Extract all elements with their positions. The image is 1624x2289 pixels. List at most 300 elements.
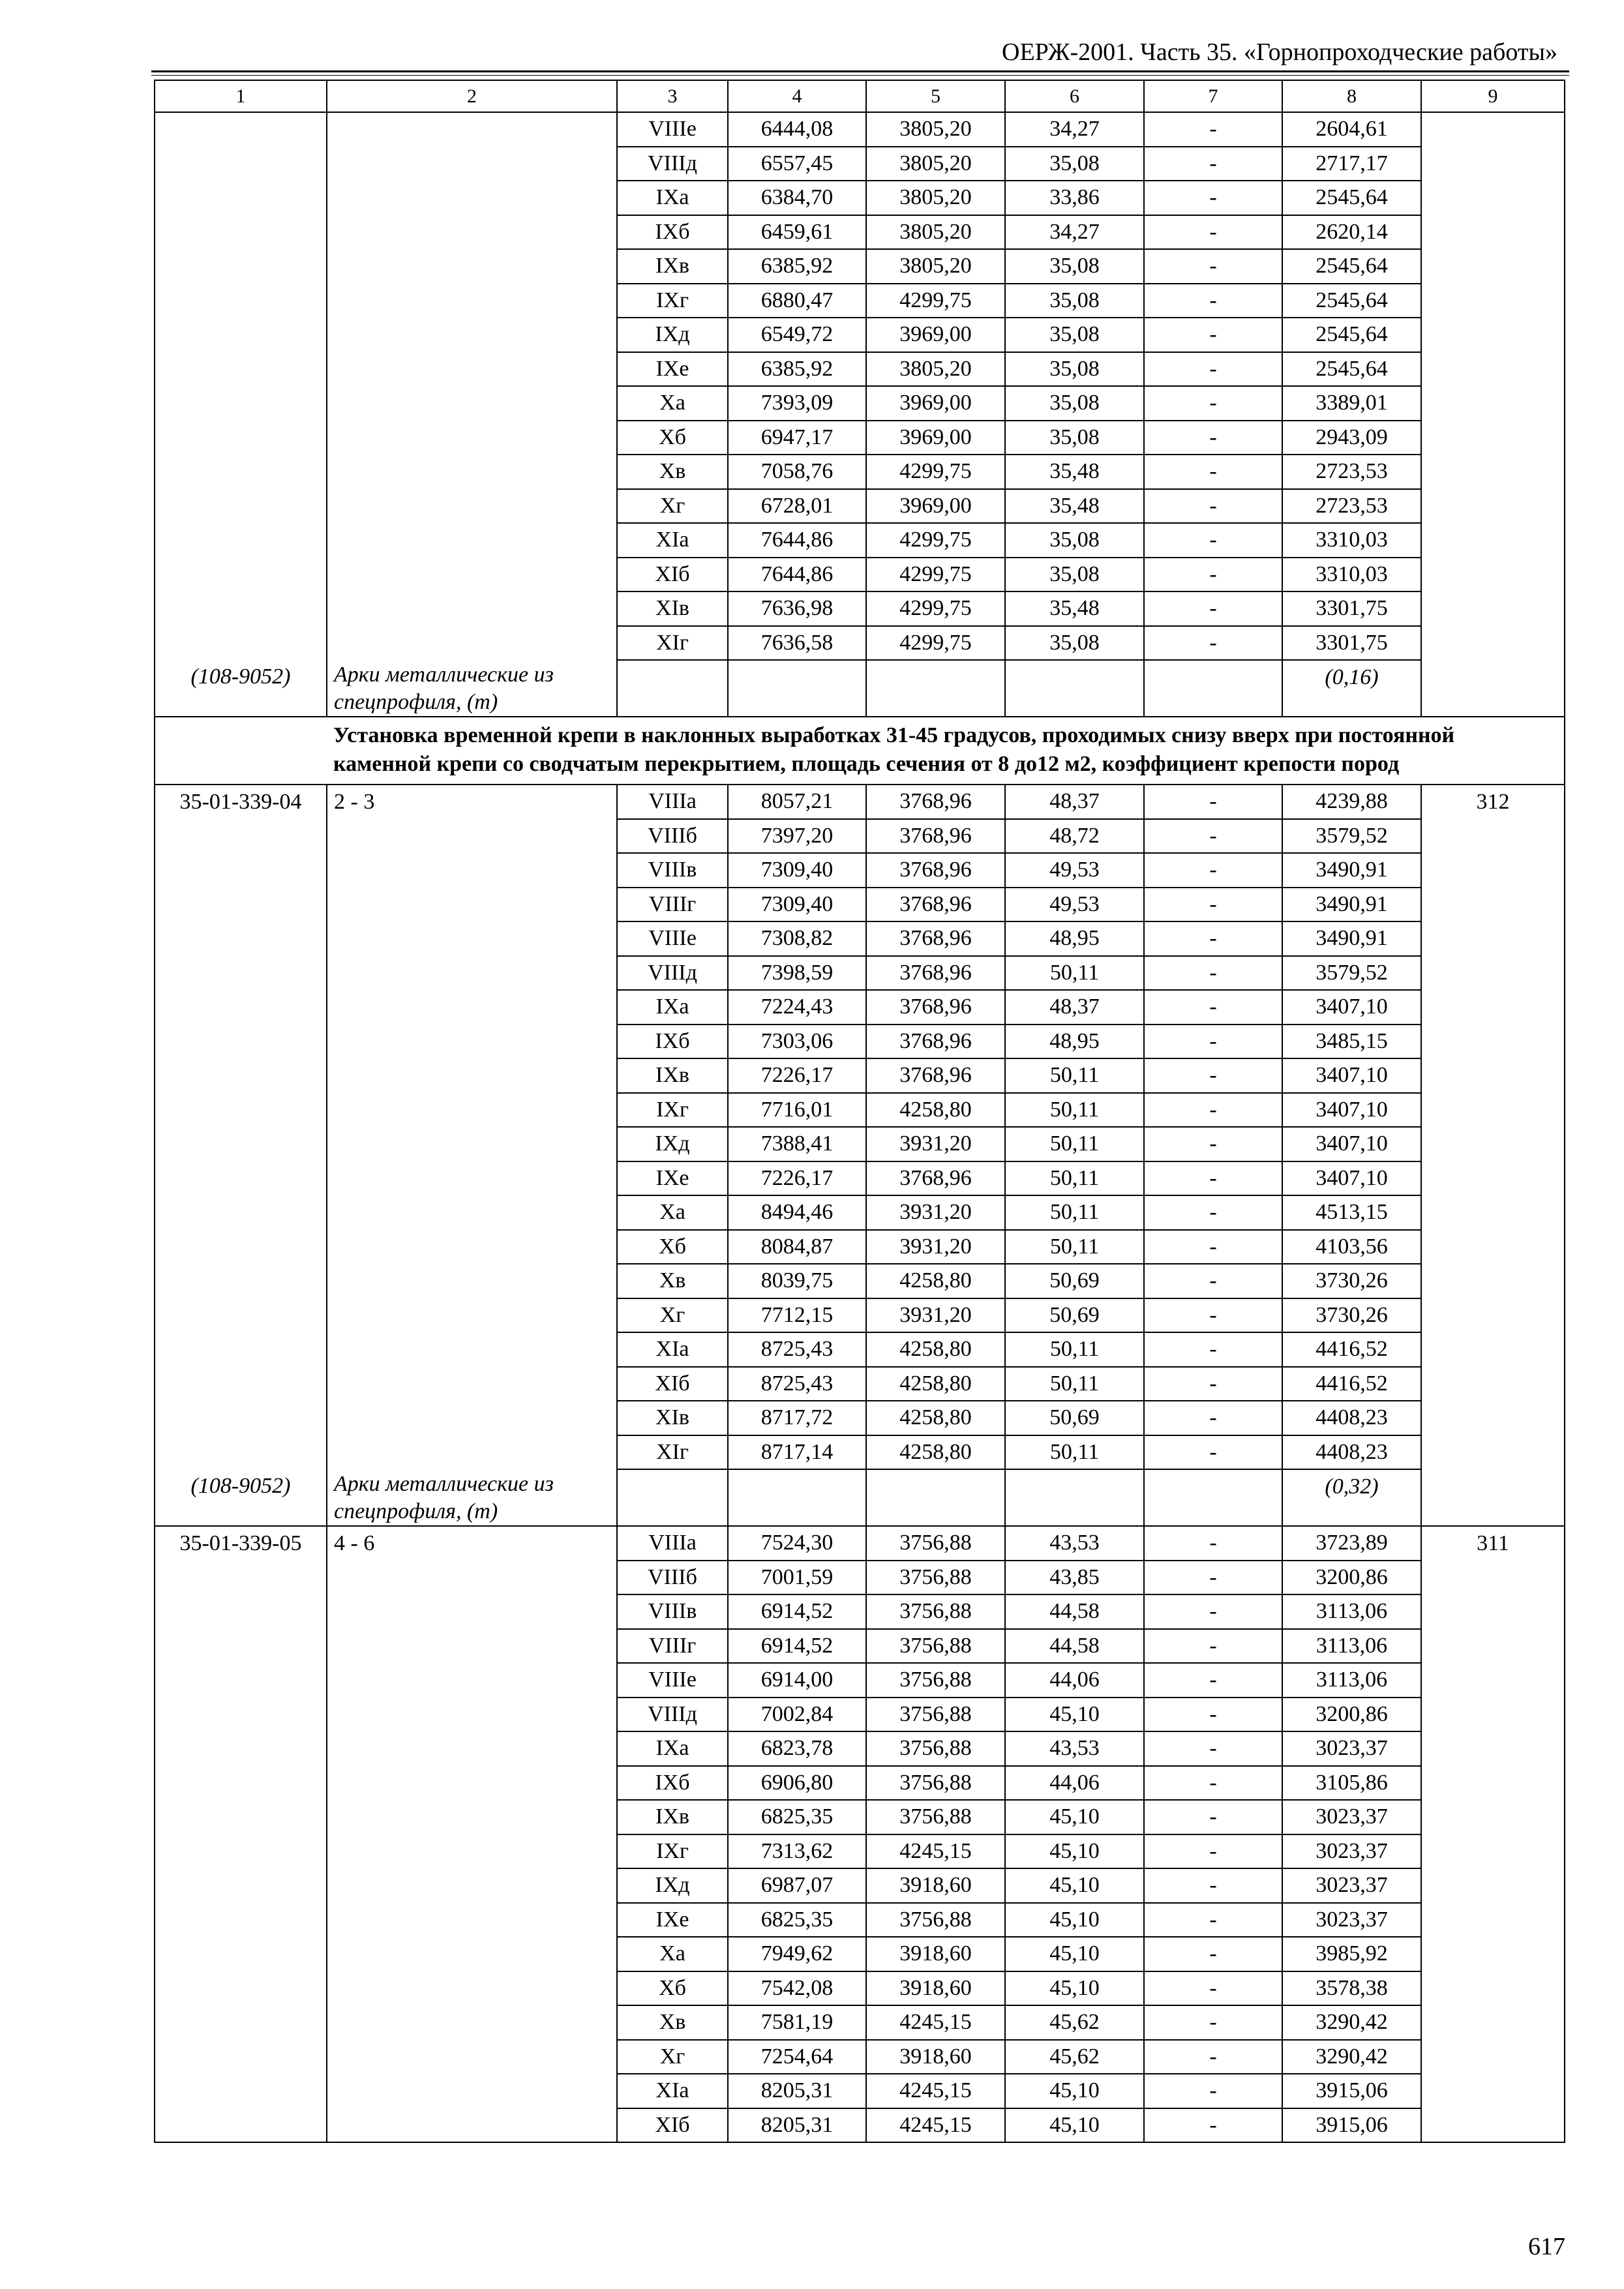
resource-code-cell: (108-9052): [155, 660, 327, 717]
resource-category-cell: VIIIа: [617, 785, 728, 819]
wages-cell: 3768,96: [866, 853, 1005, 888]
machines-cell: 43,53: [1005, 1526, 1144, 1561]
code-cell: [155, 1903, 327, 1937]
wages-cell: 4299,75: [866, 591, 1005, 626]
total-cost-cell: 7644,86: [728, 523, 866, 558]
operator-wages-cell: -: [1144, 1367, 1282, 1401]
machines-cell: 48,95: [1005, 1025, 1144, 1059]
materials-cell: 3113,06: [1282, 1663, 1421, 1698]
hardness-cell: [327, 558, 617, 592]
code-cell: [155, 215, 327, 250]
resource-category-cell: VIIIд: [617, 1698, 728, 1732]
code-cell: [155, 489, 327, 524]
page-ref-cell: [1421, 1868, 1565, 1903]
materials-cell: 2723,53: [1282, 489, 1421, 524]
machines-cell: 35,48: [1005, 591, 1144, 626]
resource-category-cell: XIб: [617, 558, 728, 592]
resource-category-cell: Xв: [617, 2005, 728, 2040]
resource-category-cell: IXа: [617, 990, 728, 1025]
materials-cell: 3023,37: [1282, 1800, 1421, 1834]
materials-cell: 3113,06: [1282, 1594, 1421, 1629]
materials-cell: 4408,23: [1282, 1401, 1421, 1435]
resource-category-cell: VIIIв: [617, 1594, 728, 1629]
page-ref-cell: [1421, 819, 1565, 854]
machines-cell: 35,08: [1005, 558, 1144, 592]
page-ref-cell: [1421, 1298, 1565, 1333]
operator-wages-cell: -: [1144, 147, 1282, 181]
table-row: [155, 1937, 1565, 1971]
total-cost-cell: 8494,46: [728, 1195, 866, 1230]
hardness-cell: [327, 1937, 617, 1971]
materials-cell: 4416,52: [1282, 1332, 1421, 1367]
hardness-cell: [327, 489, 617, 524]
resource-category-cell: VIIIб: [617, 1561, 728, 1595]
materials-cell: 3730,26: [1282, 1264, 1421, 1298]
page-ref-cell: [1421, 284, 1565, 318]
materials-cell: 3485,15: [1282, 1025, 1421, 1059]
page-ref-cell: [1421, 215, 1565, 250]
operator-wages-cell: -: [1144, 1731, 1282, 1766]
total-cost-cell: 7309,40: [728, 853, 866, 888]
materials-cell: 4513,15: [1282, 1195, 1421, 1230]
total-cost-cell: 7636,58: [728, 626, 866, 661]
code-cell: [155, 1868, 327, 1903]
machines-cell: 35,08: [1005, 626, 1144, 661]
code-cell: [155, 2005, 327, 2040]
page-ref-cell: [1421, 1698, 1565, 1732]
materials-cell: 4416,52: [1282, 1367, 1421, 1401]
operator-wages-cell: -: [1144, 386, 1282, 421]
operator-wages-cell: -: [1144, 1766, 1282, 1801]
code-cell: [155, 819, 327, 854]
hardness-cell: 2 - 3: [327, 785, 617, 819]
page-ref-cell: [1421, 2074, 1565, 2108]
page-ref-cell: [1421, 853, 1565, 888]
wages-cell: 3805,20: [866, 112, 1005, 147]
wages-cell: 4258,80: [866, 1264, 1005, 1298]
materials-cell: 3023,37: [1282, 1868, 1421, 1903]
total-cost-cell: [728, 660, 866, 717]
code-cell: [155, 1834, 327, 1869]
materials-cell: 3290,42: [1282, 2005, 1421, 2040]
operator-wages-cell: -: [1144, 1594, 1282, 1629]
wages-cell: 3931,20: [866, 1195, 1005, 1230]
machines-cell: 45,62: [1005, 2005, 1144, 2040]
materials-cell: 3915,06: [1282, 2108, 1421, 2143]
hardness-cell: [327, 2108, 617, 2143]
machines-cell: 45,10: [1005, 1903, 1144, 1937]
materials-cell: 2545,64: [1282, 318, 1421, 352]
wages-cell: 3768,96: [866, 888, 1005, 922]
code-cell: [155, 1594, 327, 1629]
code-cell: [155, 284, 327, 318]
total-cost-cell: 8039,75: [728, 1264, 866, 1298]
resource-category-cell: Xг: [617, 489, 728, 524]
total-cost-cell: 6914,00: [728, 1663, 866, 1698]
code-cell: [155, 1230, 327, 1264]
machines-cell: 43,85: [1005, 1561, 1144, 1595]
wages-cell: 3805,20: [866, 181, 1005, 215]
page-ref-cell: [1421, 1937, 1565, 1971]
resource-category-cell: XIа: [617, 523, 728, 558]
resource-category-cell: VIIIе: [617, 112, 728, 147]
resource-category-cell: Xв: [617, 455, 728, 489]
table-row: [155, 1298, 1565, 1333]
total-cost-cell: 8717,14: [728, 1435, 866, 1470]
code-cell: [155, 1629, 327, 1664]
resource-category-cell: VIIIа: [617, 1526, 728, 1561]
operator-wages-cell: -: [1144, 626, 1282, 661]
hardness-cell: [327, 1868, 617, 1903]
table-row: [155, 1025, 1565, 1059]
code-cell: [155, 523, 327, 558]
rates-table: [154, 80, 1565, 2143]
resource-category-cell: Xа: [617, 386, 728, 421]
code-cell: [155, 249, 327, 284]
operator-wages-cell: -: [1144, 455, 1282, 489]
wages-cell: 3756,88: [866, 1526, 1005, 1561]
machines-cell: 49,53: [1005, 853, 1144, 888]
machines-cell: 33,86: [1005, 181, 1144, 215]
page-ref-cell: [1421, 888, 1565, 922]
resource-category-cell: Xб: [617, 1230, 728, 1264]
table-row: [155, 1332, 1565, 1367]
code-cell: [155, 181, 327, 215]
hardness-cell: [327, 318, 617, 352]
page-ref-cell: [1421, 1766, 1565, 1801]
machines-cell: 50,11: [1005, 1161, 1144, 1196]
machines-cell: 35,08: [1005, 147, 1144, 181]
total-cost-cell: 6825,35: [728, 1800, 866, 1834]
code-cell: [155, 1766, 327, 1801]
wages-cell: 4299,75: [866, 558, 1005, 592]
total-cost-cell: 7308,82: [728, 921, 866, 956]
code-cell: [155, 1025, 327, 1059]
table-row: [155, 1526, 1565, 1561]
total-cost-cell: 7313,62: [728, 1834, 866, 1869]
code-cell: [155, 1058, 327, 1093]
table-row: [155, 1367, 1565, 1401]
total-cost-cell: 7398,59: [728, 956, 866, 991]
table-row: [155, 1868, 1565, 1903]
hardness-cell: [327, 1161, 617, 1196]
table-row: [155, 2074, 1565, 2108]
materials-cell: 3407,10: [1282, 1161, 1421, 1196]
machines-cell: 44,58: [1005, 1594, 1144, 1629]
page-ref-cell: [1421, 626, 1565, 661]
hardness-cell: [327, 352, 617, 387]
machines-cell: 35,08: [1005, 421, 1144, 455]
operator-wages-cell: -: [1144, 1093, 1282, 1128]
page-ref-cell: [1421, 1367, 1565, 1401]
operator-wages-cell: -: [1144, 318, 1282, 352]
hardness-cell: [327, 956, 617, 991]
resource-category-cell: IXб: [617, 1025, 728, 1059]
page-ref-cell: [1421, 1731, 1565, 1766]
operator-wages-cell: -: [1144, 1435, 1282, 1470]
materials-cell: 2604,61: [1282, 112, 1421, 147]
machines-cell: 35,08: [1005, 249, 1144, 284]
materials-cell: 4239,88: [1282, 785, 1421, 819]
wages-cell: 3969,00: [866, 421, 1005, 455]
materials-cell: 4103,56: [1282, 1230, 1421, 1264]
table-row: [155, 888, 1565, 922]
operator-wages-cell: -: [1144, 1298, 1282, 1333]
materials-cell: 3290,42: [1282, 2040, 1421, 2074]
table-row: [155, 2040, 1565, 2074]
resource-category-cell: VIIIд: [617, 956, 728, 991]
hardness-cell: [327, 1561, 617, 1595]
code-cell: [155, 2040, 327, 2074]
page-ref-cell: [1421, 249, 1565, 284]
total-cost-cell: 7303,06: [728, 1025, 866, 1059]
resource-category-cell: [617, 660, 728, 717]
code-cell: [155, 921, 327, 956]
total-cost-cell: 7949,62: [728, 1937, 866, 1971]
hardness-cell: [327, 591, 617, 626]
operator-wages-cell: -: [1144, 2108, 1282, 2143]
total-cost-cell: 7636,98: [728, 591, 866, 626]
operator-wages-cell: -: [1144, 1800, 1282, 1834]
resource-code-cell: (108-9052): [155, 1469, 327, 1526]
materials-cell: 3490,91: [1282, 853, 1421, 888]
operator-wages-cell: -: [1144, 1332, 1282, 1367]
machines-cell: 45,10: [1005, 1937, 1144, 1971]
table-row: [155, 819, 1565, 854]
machines-cell: 48,37: [1005, 990, 1144, 1025]
page-ref-cell: [1421, 1629, 1565, 1664]
page-ref-cell: [1421, 660, 1565, 717]
code-cell: [155, 318, 327, 352]
total-cost-cell: 8717,72: [728, 1401, 866, 1435]
section-heading-row: [155, 717, 1565, 785]
column-number: 9: [1421, 80, 1565, 112]
resource-category-cell: IXг: [617, 1093, 728, 1128]
resource-category-cell: VIIIг: [617, 1629, 728, 1664]
machines-cell: 50,69: [1005, 1264, 1144, 1298]
materials-cell: 3301,75: [1282, 591, 1421, 626]
materials-cell: 3915,06: [1282, 2074, 1421, 2108]
operator-wages-cell: -: [1144, 1629, 1282, 1664]
page-ref-cell: [1421, 386, 1565, 421]
resource-row: [155, 660, 1565, 717]
resource-category-cell: IXе: [617, 1161, 728, 1196]
resource-category-cell: XIв: [617, 1401, 728, 1435]
total-cost-cell: 6825,35: [728, 1903, 866, 1937]
column-number-row: [155, 80, 1565, 112]
materials-cell: 3113,06: [1282, 1629, 1421, 1664]
machines-cell: 35,08: [1005, 284, 1144, 318]
wages-cell: 3805,20: [866, 249, 1005, 284]
hardness-cell: 4 - 6: [327, 1526, 617, 1561]
resource-category-cell: IXв: [617, 1058, 728, 1093]
machines-cell: 45,62: [1005, 2040, 1144, 2074]
resource-category-cell: IXе: [617, 352, 728, 387]
wages-cell: 3805,20: [866, 215, 1005, 250]
wages-cell: 3805,20: [866, 352, 1005, 387]
hardness-cell: [327, 1435, 617, 1470]
machines-cell: 49,53: [1005, 888, 1144, 922]
page-ref-cell: [1421, 956, 1565, 991]
wages-cell: 3931,20: [866, 1298, 1005, 1333]
header-rule-thin: [151, 75, 1569, 76]
machines-cell: 50,11: [1005, 1058, 1144, 1093]
resource-category-cell: Xг: [617, 1298, 728, 1333]
page-ref-cell: [1421, 1594, 1565, 1629]
table-row: [155, 1731, 1565, 1766]
column-number: 8: [1282, 80, 1421, 112]
resource-category-cell: XIг: [617, 1435, 728, 1470]
materials-cell: 3023,37: [1282, 1903, 1421, 1937]
machines-cell: 35,08: [1005, 318, 1144, 352]
resource-category-cell: IXа: [617, 1731, 728, 1766]
wages-cell: 3756,88: [866, 1766, 1005, 1801]
machines-cell: 45,10: [1005, 1698, 1144, 1732]
operator-wages-cell: -: [1144, 1561, 1282, 1595]
materials-cell: 3578,38: [1282, 1971, 1421, 2006]
wages-cell: 4245,15: [866, 1834, 1005, 1869]
materials-cell: 4408,23: [1282, 1435, 1421, 1470]
operator-wages-cell: [1144, 660, 1282, 717]
operator-wages-cell: -: [1144, 1663, 1282, 1698]
hardness-cell: [327, 853, 617, 888]
hardness-cell: [327, 1127, 617, 1161]
table-row: [155, 181, 1565, 215]
wages-cell: 3756,88: [866, 1629, 1005, 1664]
machines-cell: 50,11: [1005, 1435, 1144, 1470]
hardness-cell: [327, 147, 617, 181]
code-cell: [155, 1663, 327, 1698]
total-cost-cell: 8084,87: [728, 1230, 866, 1264]
resource-category-cell: VIIIб: [617, 819, 728, 854]
page-ref-cell: [1421, 2108, 1565, 2143]
page-ref-cell: [1421, 1663, 1565, 1698]
operator-wages-cell: -: [1144, 1161, 1282, 1196]
machines-cell: 45,10: [1005, 2108, 1144, 2143]
resource-category-cell: Xг: [617, 2040, 728, 2074]
code-cell: [155, 1731, 327, 1766]
total-cost-cell: 7581,19: [728, 2005, 866, 2040]
table-row: [155, 1435, 1565, 1470]
table-row: [155, 1766, 1565, 1801]
hardness-cell: [327, 421, 617, 455]
resource-category-cell: IXг: [617, 284, 728, 318]
resource-category-cell: VIIIв: [617, 853, 728, 888]
hardness-cell: [327, 523, 617, 558]
table-row: [155, 421, 1565, 455]
operator-wages-cell: -: [1144, 1401, 1282, 1435]
resource-category-cell: IXб: [617, 215, 728, 250]
table-row: [155, 249, 1565, 284]
machines-cell: 50,11: [1005, 1093, 1144, 1128]
table-row: [155, 1800, 1565, 1834]
code-cell: [155, 352, 327, 387]
code-cell: [155, 558, 327, 592]
operator-wages-cell: -: [1144, 990, 1282, 1025]
wages-cell: 3768,96: [866, 1161, 1005, 1196]
hardness-cell: [327, 455, 617, 489]
total-cost-cell: 6459,61: [728, 215, 866, 250]
operator-wages-cell: -: [1144, 1264, 1282, 1298]
operator-wages-cell: -: [1144, 819, 1282, 854]
materials-cell: 3490,91: [1282, 921, 1421, 956]
page-ref-cell: 311: [1421, 1526, 1565, 1561]
machines-cell: 35,08: [1005, 523, 1144, 558]
materials-cell: 3730,26: [1282, 1298, 1421, 1333]
materials-cell: 2717,17: [1282, 147, 1421, 181]
page-ref-cell: [1421, 112, 1565, 147]
code-cell: 35-01-339-04: [155, 785, 327, 819]
operator-wages-cell: -: [1144, 591, 1282, 626]
code-cell: [155, 1435, 327, 1470]
wages-cell: 3768,96: [866, 819, 1005, 854]
resource-category-cell: IXд: [617, 1868, 728, 1903]
resource-category-cell: XIв: [617, 591, 728, 626]
wages-cell: 3969,00: [866, 489, 1005, 524]
total-cost-cell: 7254,64: [728, 2040, 866, 2074]
code-cell: [155, 1195, 327, 1230]
page-ref-cell: [1421, 1971, 1565, 2006]
wages-cell: 3756,88: [866, 1594, 1005, 1629]
wages-cell: 3756,88: [866, 1731, 1005, 1766]
page-ref-cell: [1421, 352, 1565, 387]
resource-category-cell: IXа: [617, 181, 728, 215]
total-cost-cell: 7002,84: [728, 1698, 866, 1732]
operator-wages-cell: -: [1144, 1058, 1282, 1093]
materials-cell: (0,16): [1282, 660, 1421, 717]
page-number: 617: [1528, 2233, 1565, 2260]
total-cost-cell: 6549,72: [728, 318, 866, 352]
hardness-cell: [327, 181, 617, 215]
hardness-cell: [327, 1629, 617, 1664]
column-number: 4: [728, 80, 866, 112]
page-ref-cell: [1421, 1161, 1565, 1196]
wages-cell: 4299,75: [866, 523, 1005, 558]
page-ref-cell: [1421, 2005, 1565, 2040]
hardness-cell: [327, 2040, 617, 2074]
operator-wages-cell: -: [1144, 956, 1282, 991]
code-cell: [155, 112, 327, 147]
operator-wages-cell: -: [1144, 1971, 1282, 2006]
machines-cell: 50,69: [1005, 1298, 1144, 1333]
table-row: [155, 455, 1565, 489]
hardness-cell: [327, 1230, 617, 1264]
table-row: [155, 1230, 1565, 1264]
wages-cell: 3756,88: [866, 1800, 1005, 1834]
hardness-cell: [327, 1401, 617, 1435]
hardness-cell: [327, 215, 617, 250]
wages-cell: 3969,00: [866, 386, 1005, 421]
materials-cell: 3200,86: [1282, 1561, 1421, 1595]
operator-wages-cell: -: [1144, 853, 1282, 888]
resource-name-cell: [327, 1469, 617, 1526]
resource-category-cell: VIIIг: [617, 888, 728, 922]
materials-cell: 3389,01: [1282, 386, 1421, 421]
wages-cell: 3756,88: [866, 1903, 1005, 1937]
operator-wages-cell: -: [1144, 1526, 1282, 1561]
column-number: 6: [1005, 80, 1144, 112]
operator-wages-cell: -: [1144, 181, 1282, 215]
wages-cell: 4299,75: [866, 284, 1005, 318]
total-cost-cell: 7393,09: [728, 386, 866, 421]
table-row: [155, 1195, 1565, 1230]
machines-cell: [1005, 1469, 1144, 1526]
materials-cell: 3200,86: [1282, 1698, 1421, 1732]
hardness-cell: [327, 1264, 617, 1298]
hardness-cell: [327, 1195, 617, 1230]
wages-cell: [866, 660, 1005, 717]
resource-category-cell: Xб: [617, 421, 728, 455]
